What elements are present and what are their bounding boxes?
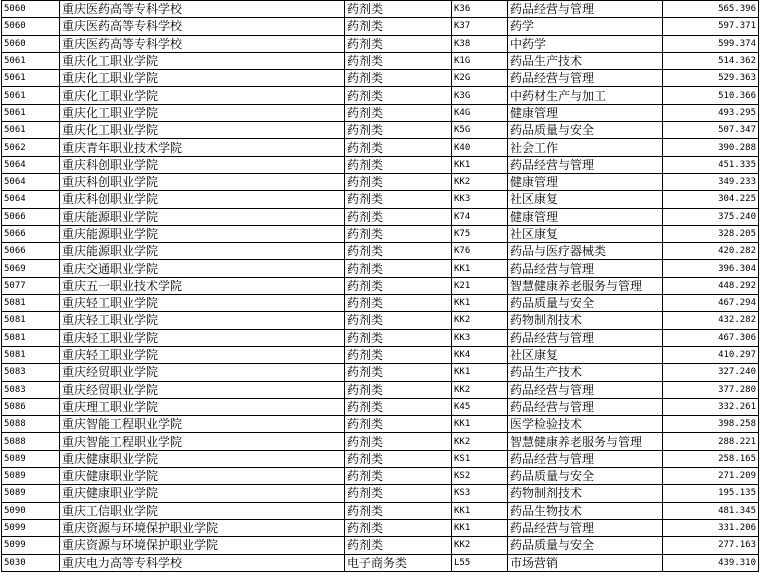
school-name-cell: 重庆健康职业学院 — [60, 450, 345, 467]
category-cell: 药剂类 — [345, 416, 452, 433]
table-row — [2, 381, 759, 398]
major-code-cell: KK2 — [452, 173, 508, 190]
major-code-cell: K38 — [452, 35, 508, 52]
score-cell: 529.363 — [663, 70, 759, 87]
category-cell: 药剂类 — [345, 70, 452, 87]
category-cell: 药剂类 — [345, 173, 452, 190]
table-row — [2, 122, 759, 139]
category-cell: 药剂类 — [345, 364, 452, 381]
major-code-cell: KK1 — [452, 416, 508, 433]
score-cell: 432.282 — [663, 312, 759, 329]
score-cell: 565.396 — [663, 1, 759, 18]
school-name-cell: 重庆化工职业学院 — [60, 70, 345, 87]
table-row — [2, 468, 759, 485]
score-cell: 439.310 — [663, 554, 759, 571]
major-name-cell: 药品与医疗器械类 — [508, 243, 663, 260]
table-row — [2, 295, 759, 312]
major-code-cell: K3G — [452, 87, 508, 104]
major-code-cell: KS3 — [452, 485, 508, 502]
score-cell: 328.205 — [663, 225, 759, 242]
school-code-cell: 5089 — [2, 468, 60, 485]
school-name-cell: 重庆医药高等专科学校 — [60, 35, 345, 52]
major-name-cell: 药物制剂技术 — [508, 485, 663, 502]
major-code-cell: KK1 — [452, 295, 508, 312]
school-name-cell: 重庆健康职业学院 — [60, 468, 345, 485]
school-code-cell: 5083 — [2, 364, 60, 381]
school-code-cell: 5064 — [2, 191, 60, 208]
score-cell: 597.371 — [663, 18, 759, 35]
school-code-cell: 5030 — [2, 554, 60, 571]
major-code-cell: K76 — [452, 243, 508, 260]
category-cell: 药剂类 — [345, 52, 452, 69]
school-name-cell: 重庆智能工程职业学院 — [60, 433, 345, 450]
major-code-cell: K37 — [452, 18, 508, 35]
score-cell: 599.374 — [663, 35, 759, 52]
major-name-cell: 药品生物技术 — [508, 502, 663, 519]
school-code-cell: 5089 — [2, 450, 60, 467]
category-cell: 药剂类 — [345, 346, 452, 363]
school-name-cell: 重庆化工职业学院 — [60, 122, 345, 139]
table-row — [2, 277, 759, 294]
major-code-cell: K4G — [452, 104, 508, 121]
school-code-cell: 5066 — [2, 208, 60, 225]
category-cell: 药剂类 — [345, 139, 452, 156]
table-row — [2, 502, 759, 519]
major-name-cell: 市场营销 — [508, 554, 663, 571]
category-cell: 药剂类 — [345, 18, 452, 35]
school-code-cell: 5077 — [2, 277, 60, 294]
table-row — [2, 433, 759, 450]
table-row — [2, 329, 759, 346]
school-name-cell: 重庆轻工职业学院 — [60, 295, 345, 312]
score-cell: 349.233 — [663, 173, 759, 190]
school-code-cell: 5088 — [2, 416, 60, 433]
category-cell: 药剂类 — [345, 485, 452, 502]
major-name-cell: 社会工作 — [508, 139, 663, 156]
school-name-cell: 重庆医药高等专科学校 — [60, 1, 345, 18]
major-name-cell: 中药学 — [508, 35, 663, 52]
school-name-cell: 重庆科创职业学院 — [60, 173, 345, 190]
school-name-cell: 重庆医药高等专科学校 — [60, 18, 345, 35]
table-row — [2, 485, 759, 502]
major-code-cell: L55 — [452, 554, 508, 571]
major-code-cell: K1G — [452, 52, 508, 69]
category-cell: 电子商务类 — [345, 554, 452, 571]
category-cell: 药剂类 — [345, 122, 452, 139]
school-code-cell: 5064 — [2, 156, 60, 173]
major-code-cell: KS1 — [452, 450, 508, 467]
category-cell: 药剂类 — [345, 156, 452, 173]
table-row — [2, 35, 759, 52]
major-code-cell: K36 — [452, 1, 508, 18]
table-row — [2, 260, 759, 277]
school-code-cell: 5088 — [2, 433, 60, 450]
school-code-cell: 5069 — [2, 260, 60, 277]
table-row — [2, 537, 759, 554]
school-code-cell: 5083 — [2, 381, 60, 398]
school-code-cell: 5060 — [2, 35, 60, 52]
school-code-cell: 5062 — [2, 139, 60, 156]
score-cell: 493.295 — [663, 104, 759, 121]
school-code-cell: 5086 — [2, 398, 60, 415]
school-code-cell: 5081 — [2, 312, 60, 329]
major-name-cell: 药品生产技术 — [508, 52, 663, 69]
school-name-cell: 重庆科创职业学院 — [60, 191, 345, 208]
major-name-cell: 医学检验技术 — [508, 416, 663, 433]
school-code-cell: 5090 — [2, 502, 60, 519]
school-code-cell: 5081 — [2, 346, 60, 363]
category-cell: 药剂类 — [345, 277, 452, 294]
category-cell: 药剂类 — [345, 191, 452, 208]
category-cell: 药剂类 — [345, 35, 452, 52]
school-name-cell: 重庆经贸职业学院 — [60, 381, 345, 398]
major-code-cell: K75 — [452, 225, 508, 242]
school-name-cell: 重庆交通职业学院 — [60, 260, 345, 277]
school-code-cell: 5061 — [2, 87, 60, 104]
school-name-cell: 重庆资源与环境保护职业学院 — [60, 519, 345, 536]
school-code-cell: 5081 — [2, 329, 60, 346]
school-name-cell: 重庆理工职业学院 — [60, 398, 345, 415]
table-row — [2, 554, 759, 571]
score-cell: 195.135 — [663, 485, 759, 502]
school-name-cell: 重庆化工职业学院 — [60, 87, 345, 104]
major-code-cell: K45 — [452, 398, 508, 415]
school-code-cell: 5099 — [2, 519, 60, 536]
major-name-cell: 社区康复 — [508, 225, 663, 242]
school-name-cell: 重庆能源职业学院 — [60, 208, 345, 225]
major-name-cell: 药学 — [508, 18, 663, 35]
school-name-cell: 重庆轻工职业学院 — [60, 346, 345, 363]
category-cell: 药剂类 — [345, 468, 452, 485]
table-row — [2, 312, 759, 329]
score-cell: 377.280 — [663, 381, 759, 398]
major-name-cell: 药品经营与管理 — [508, 70, 663, 87]
major-code-cell: KK1 — [452, 156, 508, 173]
score-cell: 390.288 — [663, 139, 759, 156]
major-name-cell: 药品经营与管理 — [508, 398, 663, 415]
table-row — [2, 243, 759, 260]
score-cell: 481.345 — [663, 502, 759, 519]
school-name-cell: 重庆电力高等专科学校 — [60, 554, 345, 571]
score-cell: 467.294 — [663, 295, 759, 312]
school-code-cell: 5060 — [2, 1, 60, 18]
major-name-cell: 药品质量与安全 — [508, 468, 663, 485]
score-cell: 420.282 — [663, 243, 759, 260]
school-name-cell: 重庆化工职业学院 — [60, 104, 345, 121]
table-row — [2, 173, 759, 190]
table-row — [2, 156, 759, 173]
table-row — [2, 208, 759, 225]
school-name-cell: 重庆健康职业学院 — [60, 485, 345, 502]
school-code-cell: 5060 — [2, 18, 60, 35]
school-name-cell: 重庆五一职业技术学院 — [60, 277, 345, 294]
score-cell: 510.366 — [663, 87, 759, 104]
category-cell: 药剂类 — [345, 450, 452, 467]
school-name-cell: 重庆轻工职业学院 — [60, 312, 345, 329]
category-cell: 药剂类 — [345, 295, 452, 312]
category-cell: 药剂类 — [345, 208, 452, 225]
major-name-cell: 药品经营与管理 — [508, 156, 663, 173]
major-code-cell: KK2 — [452, 381, 508, 398]
school-name-cell: 重庆智能工程职业学院 — [60, 416, 345, 433]
school-code-cell: 5081 — [2, 295, 60, 312]
school-name-cell: 重庆经贸职业学院 — [60, 364, 345, 381]
school-name-cell: 重庆轻工职业学院 — [60, 329, 345, 346]
school-name-cell: 重庆科创职业学院 — [60, 156, 345, 173]
table-row — [2, 346, 759, 363]
category-cell: 药剂类 — [345, 502, 452, 519]
score-cell: 277.163 — [663, 537, 759, 554]
category-cell: 药剂类 — [345, 225, 452, 242]
major-code-cell: KK1 — [452, 502, 508, 519]
major-name-cell: 智慧健康养老服务与管理 — [508, 277, 663, 294]
table-row — [2, 87, 759, 104]
major-name-cell: 药品质量与安全 — [508, 122, 663, 139]
table-row — [2, 191, 759, 208]
school-code-cell: 5089 — [2, 485, 60, 502]
school-code-cell: 5061 — [2, 70, 60, 87]
score-cell: 514.362 — [663, 52, 759, 69]
table-row — [2, 519, 759, 536]
school-code-cell: 5064 — [2, 173, 60, 190]
major-name-cell: 社区康复 — [508, 191, 663, 208]
score-cell: 258.165 — [663, 450, 759, 467]
major-code-cell: KK2 — [452, 312, 508, 329]
major-name-cell: 药品经营与管理 — [508, 381, 663, 398]
major-name-cell: 药品经营与管理 — [508, 1, 663, 18]
major-code-cell: K5G — [452, 122, 508, 139]
table-row — [2, 139, 759, 156]
score-cell: 271.209 — [663, 468, 759, 485]
category-cell: 药剂类 — [345, 104, 452, 121]
major-code-cell: KK1 — [452, 519, 508, 536]
table-row — [2, 1, 759, 18]
table-row — [2, 398, 759, 415]
major-name-cell: 药品经营与管理 — [508, 450, 663, 467]
category-cell: 药剂类 — [345, 312, 452, 329]
major-code-cell: KK3 — [452, 329, 508, 346]
major-name-cell: 健康管理 — [508, 173, 663, 190]
major-code-cell: KK4 — [452, 346, 508, 363]
score-cell: 451.335 — [663, 156, 759, 173]
score-cell: 375.240 — [663, 208, 759, 225]
score-cell: 467.306 — [663, 329, 759, 346]
category-cell: 药剂类 — [345, 243, 452, 260]
major-name-cell: 智慧健康养老服务与管理 — [508, 433, 663, 450]
school-name-cell: 重庆工信职业学院 — [60, 502, 345, 519]
major-name-cell: 药品生产技术 — [508, 364, 663, 381]
school-code-cell: 5061 — [2, 52, 60, 69]
school-name-cell: 重庆能源职业学院 — [60, 243, 345, 260]
major-code-cell: KK2 — [452, 537, 508, 554]
score-cell: 398.258 — [663, 416, 759, 433]
major-code-cell: K2G — [452, 70, 508, 87]
category-cell: 药剂类 — [345, 537, 452, 554]
category-cell: 药剂类 — [345, 1, 452, 18]
major-name-cell: 药物制剂技术 — [508, 312, 663, 329]
table-row — [2, 70, 759, 87]
category-cell: 药剂类 — [345, 260, 452, 277]
major-name-cell: 药品经营与管理 — [508, 519, 663, 536]
table-row — [2, 416, 759, 433]
school-name-cell: 重庆化工职业学院 — [60, 52, 345, 69]
major-name-cell: 社区康复 — [508, 346, 663, 363]
admission-score-table — [1, 0, 759, 572]
school-name-cell: 重庆资源与环境保护职业学院 — [60, 537, 345, 554]
major-name-cell: 药品经营与管理 — [508, 329, 663, 346]
major-name-cell: 药品经营与管理 — [508, 260, 663, 277]
major-code-cell: K40 — [452, 139, 508, 156]
category-cell: 药剂类 — [345, 381, 452, 398]
category-cell: 药剂类 — [345, 87, 452, 104]
major-code-cell: KK1 — [452, 260, 508, 277]
major-name-cell: 健康管理 — [508, 208, 663, 225]
table-row — [2, 364, 759, 381]
score-cell: 327.240 — [663, 364, 759, 381]
table-row — [2, 18, 759, 35]
score-cell: 410.297 — [663, 346, 759, 363]
major-code-cell: K21 — [452, 277, 508, 294]
score-cell: 332.261 — [663, 398, 759, 415]
school-code-cell: 5061 — [2, 104, 60, 121]
category-cell: 药剂类 — [345, 398, 452, 415]
category-cell: 药剂类 — [345, 519, 452, 536]
score-cell: 331.206 — [663, 519, 759, 536]
major-name-cell: 药品质量与安全 — [508, 537, 663, 554]
category-cell: 药剂类 — [345, 329, 452, 346]
score-cell: 396.304 — [663, 260, 759, 277]
major-code-cell: KK1 — [452, 364, 508, 381]
major-code-cell: KK3 — [452, 191, 508, 208]
table-row — [2, 225, 759, 242]
table-row — [2, 52, 759, 69]
school-code-cell: 5061 — [2, 122, 60, 139]
category-cell: 药剂类 — [345, 433, 452, 450]
table-row — [2, 104, 759, 121]
school-code-cell: 5099 — [2, 537, 60, 554]
score-cell: 288.221 — [663, 433, 759, 450]
table-body — [2, 1, 759, 572]
major-code-cell: KS2 — [452, 468, 508, 485]
score-cell: 304.225 — [663, 191, 759, 208]
school-name-cell: 重庆青年职业技术学院 — [60, 139, 345, 156]
major-code-cell: K74 — [452, 208, 508, 225]
school-code-cell: 5066 — [2, 225, 60, 242]
school-code-cell: 5066 — [2, 243, 60, 260]
major-code-cell: KK2 — [452, 433, 508, 450]
school-name-cell: 重庆能源职业学院 — [60, 225, 345, 242]
score-cell: 507.347 — [663, 122, 759, 139]
table-row — [2, 450, 759, 467]
major-name-cell: 中药材生产与加工 — [508, 87, 663, 104]
major-name-cell: 健康管理 — [508, 104, 663, 121]
score-cell: 448.292 — [663, 277, 759, 294]
major-name-cell: 药品质量与安全 — [508, 295, 663, 312]
